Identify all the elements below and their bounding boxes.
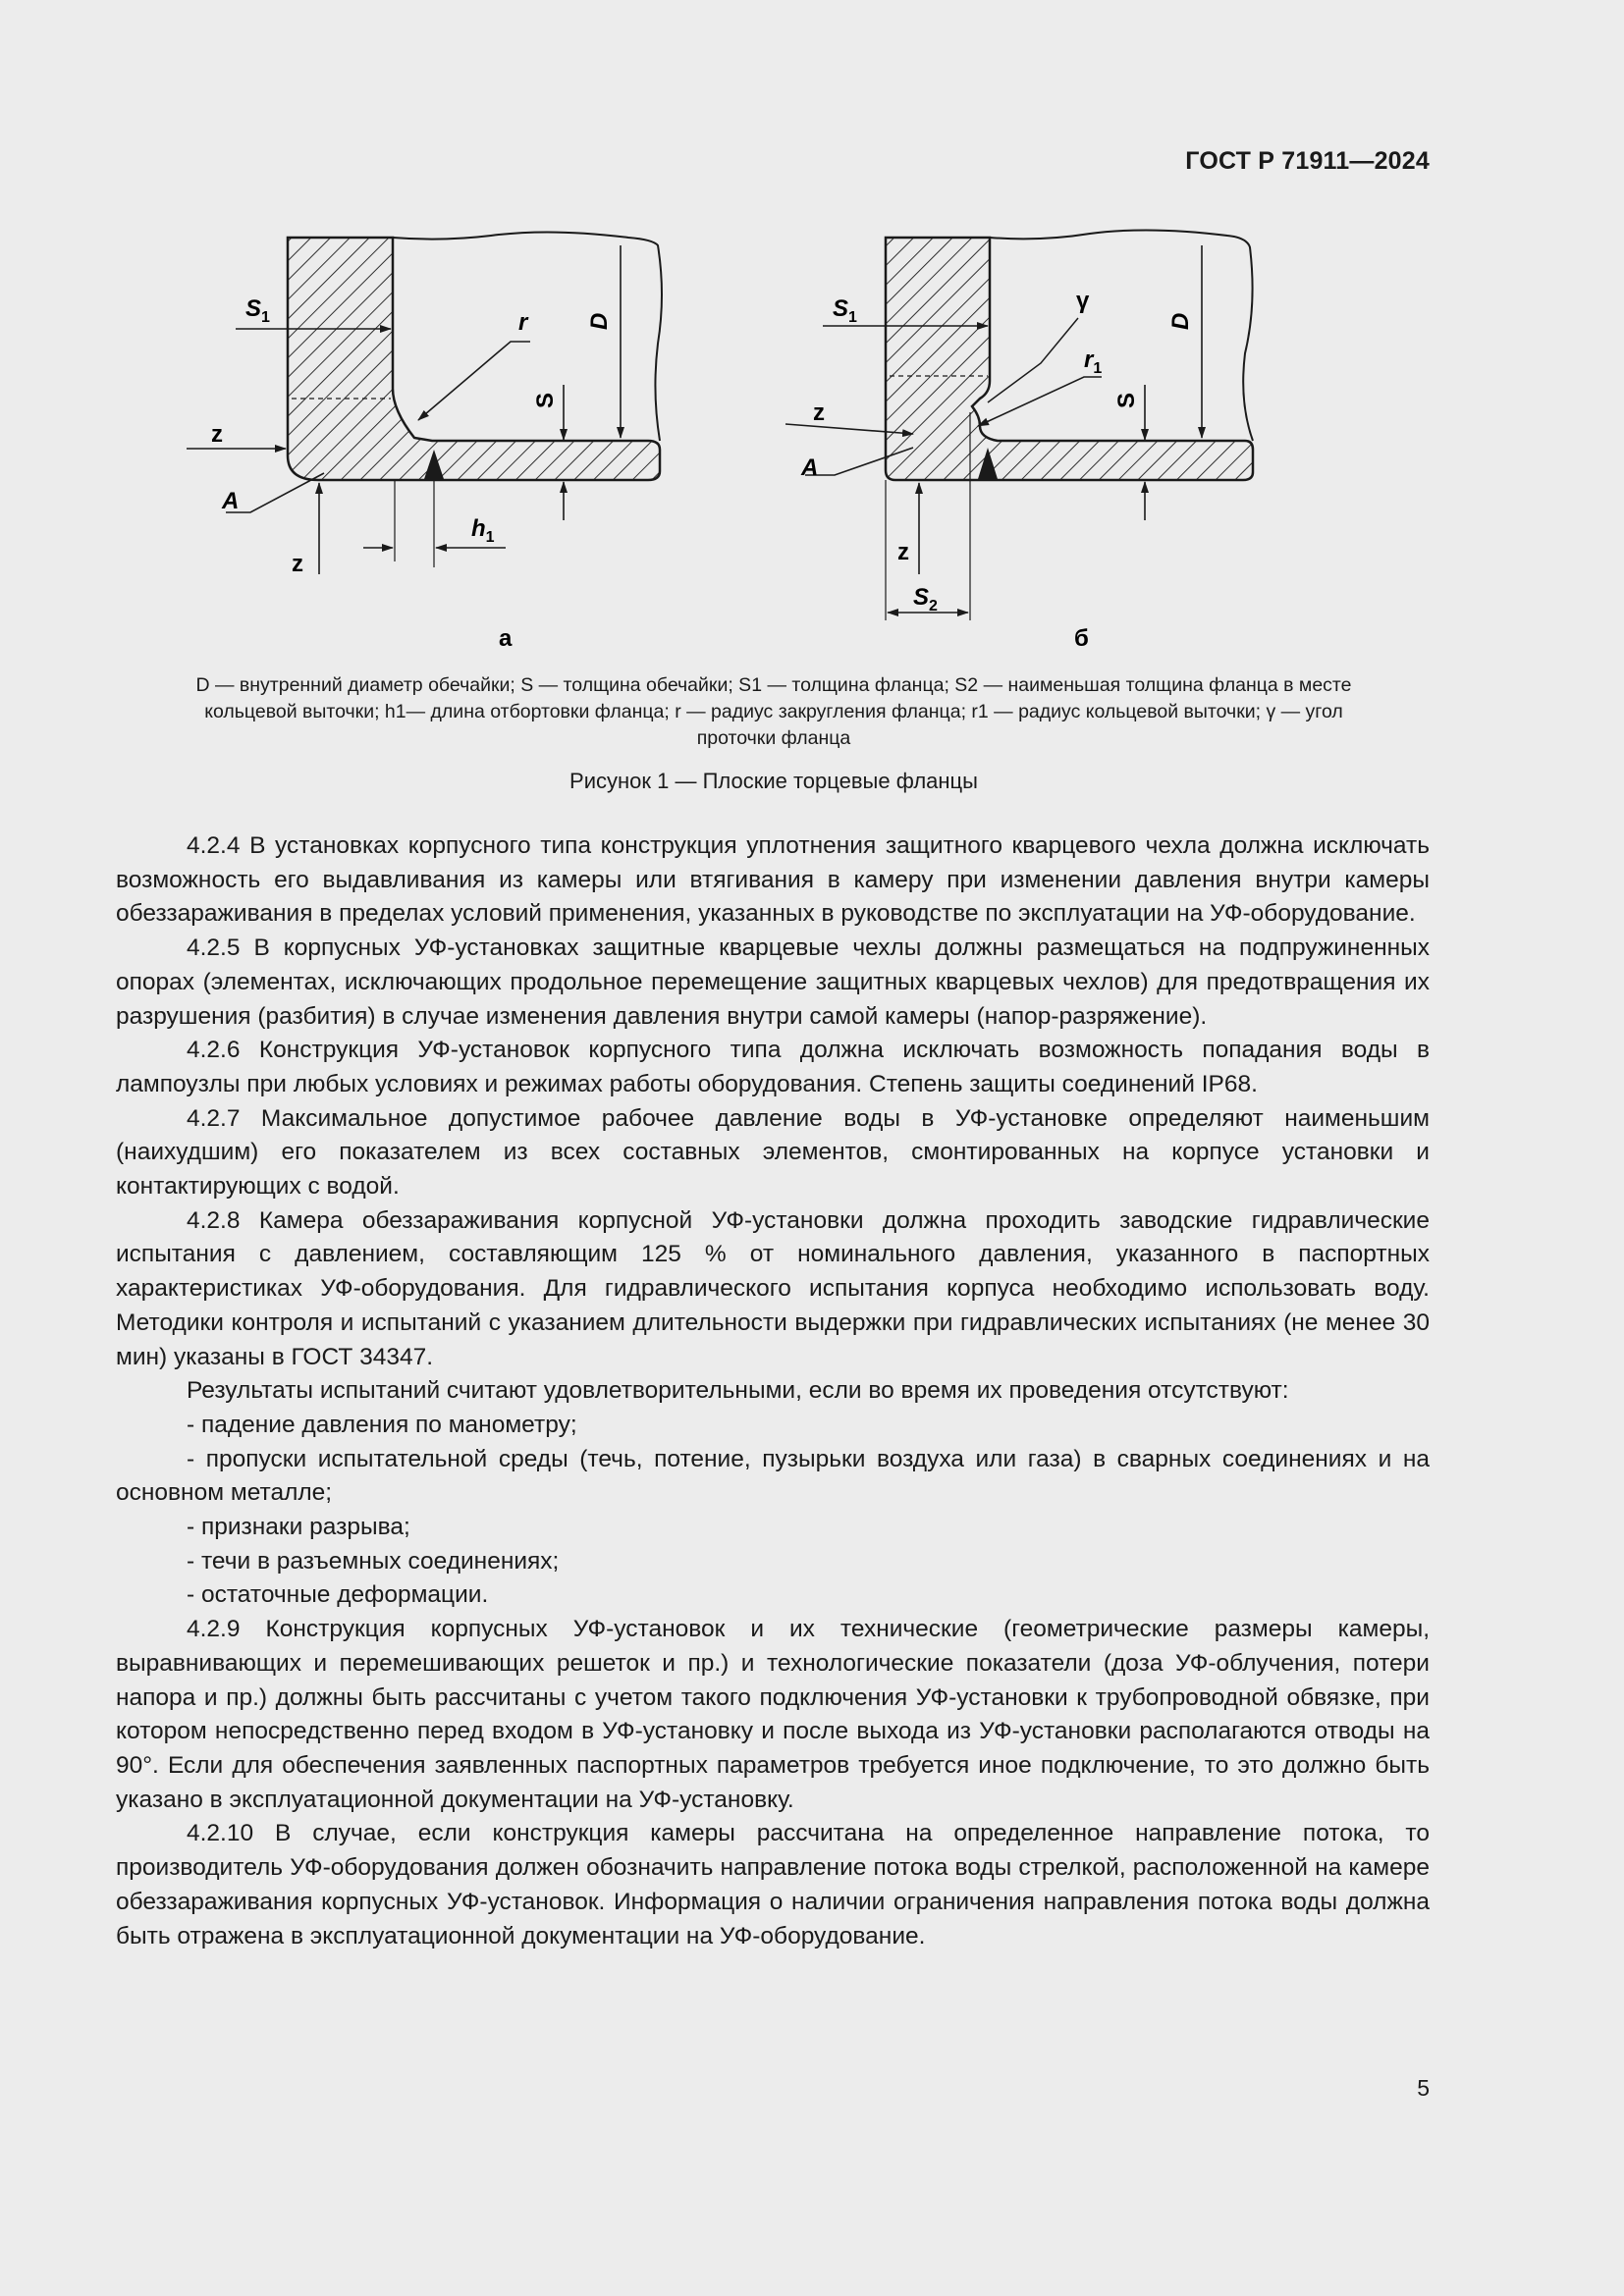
figure-flanges bbox=[157, 216, 1316, 667]
label-a-z-left: z bbox=[211, 421, 223, 448]
paragraph: 4.2.5 В корпусных УФ-установках защитные кварцевые чехлы должны размещаться на подпружиненных опорах (элементах, исключающих продольное перемещение защитных кварцевых чехлов) для предотвращения их разрушения (разбития) в случае изменения давления внутри самой камеры (напор-разряжение). bbox=[116, 934, 1430, 1030]
list-item: - пропуски испытательной среды (течь, потение, пузырьки воздуха или газа) в сварных соединениях и на основном металле; bbox=[116, 1445, 1430, 1507]
list-item: - течи в разъемных соединениях; bbox=[187, 1547, 560, 1575]
paragraph: Результаты испытаний считают удовлетворительными, если во время их проведения отсутствуют: bbox=[187, 1377, 1289, 1405]
list-item: - остаточные деформации. bbox=[187, 1581, 489, 1609]
page-number: 5 bbox=[1417, 2075, 1430, 2101]
label-b-s1: $S_1$ bbox=[833, 295, 857, 326]
label-b-s2: $S_2$ bbox=[913, 584, 938, 614]
body-text bbox=[116, 829, 1430, 1953]
label-b-z-bottom: z bbox=[897, 539, 909, 565]
list-item: - признаки разрыва; bbox=[187, 1514, 410, 1541]
sublabel-b: б bbox=[1074, 625, 1089, 652]
label-a-z-bottom: z bbox=[292, 551, 303, 577]
flange-b-body bbox=[886, 238, 1253, 480]
figure-legend bbox=[116, 672, 1432, 752]
label-a-a: A bbox=[222, 488, 240, 514]
figure-drawing bbox=[157, 216, 1316, 667]
label-a-r: r bbox=[518, 309, 528, 336]
label-a-s1: $S_1$ bbox=[245, 295, 270, 326]
figure-caption: Рисунок 1 — Плоские торцевые фланцы bbox=[569, 769, 978, 793]
paragraph: 4.2.4 В установках корпусного типа конструкция уплотнения защитного кварцевого чехла должна исключать возможность его выдавливания из камеры или втягивания в камеру при изменении давления внутри камеры обеззараживания в пределах условий применения, указанных в руководстве по эксплуатации на УФ-оборудование. bbox=[116, 832, 1430, 928]
sublabel-a: а bbox=[499, 625, 513, 652]
label-a-s: S bbox=[532, 392, 559, 408]
list-item: - падение давления по манометру; bbox=[187, 1411, 577, 1438]
paragraph: 4.2.10 В случае, если конструкция камеры рассчитана на определенное направление потока, то производитель УФ-оборудования должен обозначить направление потока воды стрелкой, расположенной на камере обеззараживания корпусных УФ-установок. Информация о наличии ограничения направления потока воды должна быть отражена в эксплуатационной документации на УФ-оборудование. bbox=[116, 1820, 1430, 1949]
label-a-d: D bbox=[586, 312, 613, 330]
paragraph: 4.2.6 Конструкция УФ-установок корпусного типа должна исключать возможность попадания воды в лампоузлы при любых условиях и режимах работы оборудования. Степень защиты соединений IP68. bbox=[116, 1037, 1430, 1097]
paragraph: 4.2.7 Максимальное допустимое рабочее давление воды в УФ-установке определяют наименьшим (наихудшим) его показателем из всех составных элементов, смонтированных на корпусе установки и контактирующих с водой. bbox=[116, 1104, 1430, 1201]
legend-line-2: кольцевой выточки; h1— длина отбортовки фланца; r — радиус закругления фланца; r1 — радиус кольцевой выточки; γ — угол bbox=[204, 701, 1343, 722]
flange-a-body bbox=[288, 238, 660, 480]
document-header: ГОСТ Р 71911—2024 bbox=[1185, 147, 1430, 175]
label-b-d: D bbox=[1167, 312, 1194, 330]
paragraph: 4.2.8 Камера обеззараживания корпусной УФ-установки должна проходить заводские гидравлические испытания с давлением, составляющим 125 % от номинального давления, указанного в паспортных характеристиках УФ-оборудования. Для гидравлического испытания корпуса необходимо использовать воду. Методики контроля и испытаний с указанием длительности выдержки при гидравлических испытаниях (не менее 30 мин) указаны в ГОСТ 34347. bbox=[116, 1206, 1430, 1370]
label-b-gamma: γ bbox=[1076, 288, 1090, 314]
label-b-r1: $r_1$ bbox=[1084, 347, 1103, 377]
label-a-h1: $h_1$ bbox=[471, 515, 495, 546]
label-b-a: A bbox=[801, 454, 819, 481]
drawing-b bbox=[785, 230, 1253, 652]
label-b-z-left: z bbox=[813, 400, 825, 426]
legend-line-3: проточки фланца bbox=[696, 727, 851, 749]
drawing-a bbox=[187, 232, 662, 652]
label-b-s: S bbox=[1113, 392, 1140, 408]
paragraph: 4.2.9 Конструкция корпусных УФ-установок и их технические (геометрические размеры камеры, выравнивающих и перемешивающих решеток и пр.) и технологические показатели (доза УФ-облучения, потери напора и пр.) должны быть рассчитаны с учетом такого подключения УФ-установки к трубопроводной обвязке, при котором непосредственно перед входом в УФ-установку и после выхода из УФ-установки располагаются отводы на 90°. Если для обеспечения заявленных паспортных параметров требуется иное подключение, то это должно быть указано в эксплуатационной документации на УФ-установку. bbox=[116, 1616, 1430, 1813]
legend-line-1: D — внутренний диаметр обечайки; S — толщина обечайки; S1 — толщина фланца; S2 — наименьшая толщина фланца в месте bbox=[195, 674, 1352, 696]
